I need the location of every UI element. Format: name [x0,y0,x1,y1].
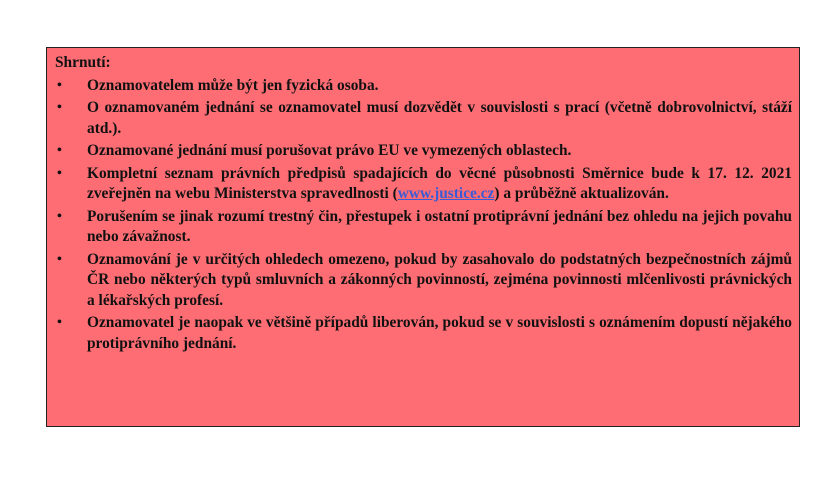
list-item [55,76,792,97]
bullet-icon: • [57,315,62,330]
list-item-text: Kompletní seznam právních předpisů spadajících do věcné působnosti Směrnice bude k 17. 12. 2021 zveřejněn na webu Ministerstva spravedlnosti ( [87,164,792,202]
summary-box [46,47,800,427]
list-item [55,313,792,354]
list-item-text: Oznamované jednání musí porušovat právo EU ve vymezených oblastech. [87,142,572,159]
list-item [55,207,792,248]
list-item [55,141,792,162]
bullet-icon: • [57,143,62,158]
summary-title: Shrnutí: [55,54,111,71]
bullet-icon: • [57,165,62,181]
list-item-text: Oznamovatelem může být jen fyzická osoba. [87,76,379,94]
bullet-icon: • [57,251,62,267]
list-item-text: Oznamování je v určitých ohledech omezeno, pokud by zasahovalo do podstatných bezpečnostních zájmů ČR nebo některých typů smluvních a zákonných povinností, zejména povinnosti mlčenlivosti právnických a lékařských profesí. [87,250,792,309]
list-item-text: ) a průběžně aktualizován. [494,185,669,202]
bullet-icon: • [57,100,62,115]
list-item [55,250,792,312]
list-item [55,164,792,205]
summary-list [55,76,792,355]
list-item-text: Porušením se jinak rozumí trestný čin, přestupek i ostatní protiprávní jednání bez ohledu na jejich povahu nebo závažnost. [87,207,792,245]
list-item-text: Oznamovatel je naopak ve většině případů liberován, pokud se v souvislosti s oznámením dopustí nějakého protiprávního jednání. [87,314,792,352]
list-item-text: O oznamovaném jednání se oznamovatel musí dozvědět v souvislosti s prací (včetně dobrovolnictví, stáží atd.). [87,99,792,137]
bullet-icon: • [57,208,62,224]
list-item [55,98,792,139]
justice-website-link[interactable]: www.justice.cz [397,185,495,202]
bullet-icon: • [57,77,62,93]
